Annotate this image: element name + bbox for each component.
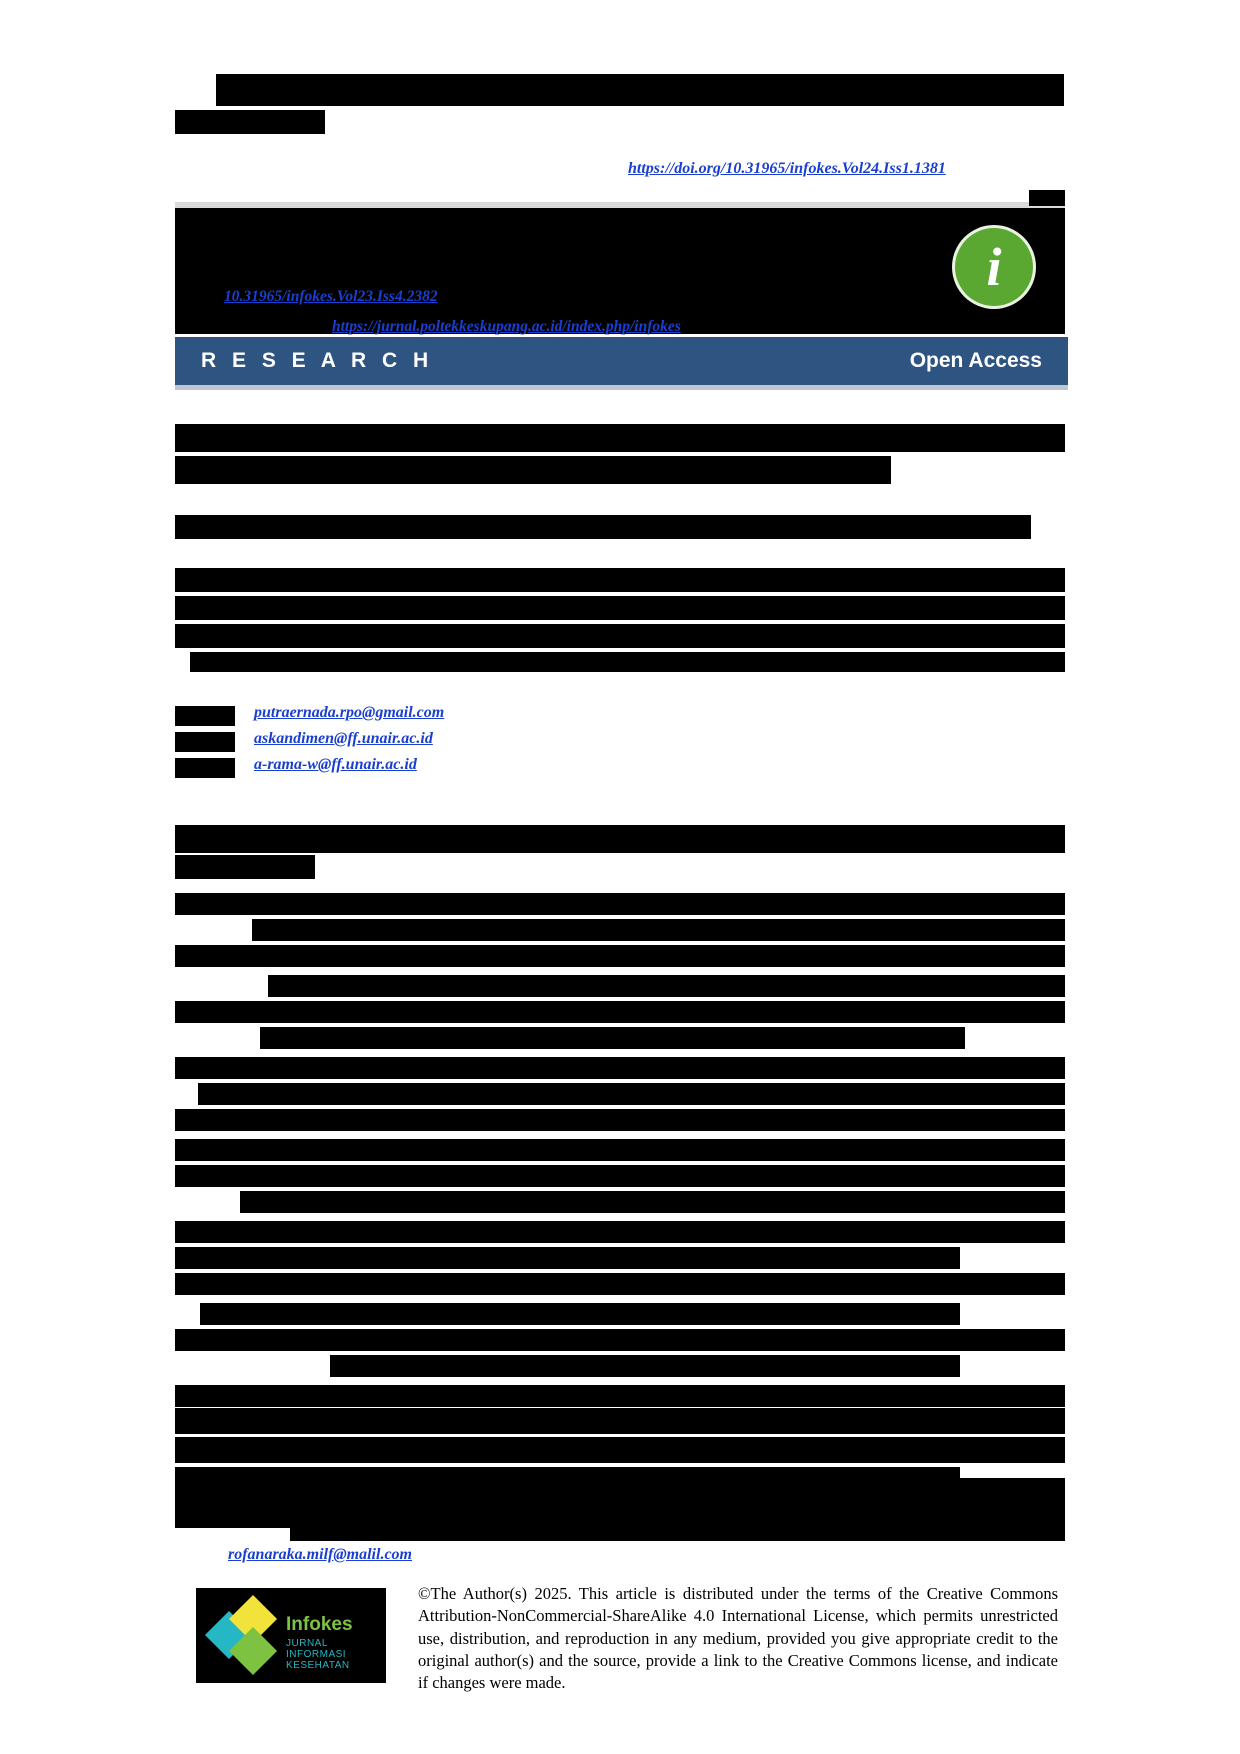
author-line-4 bbox=[190, 652, 1065, 672]
journal-masthead-strip bbox=[175, 208, 1065, 334]
article-subtitle-line bbox=[175, 515, 1031, 539]
logo-wordmark: Infokes bbox=[286, 1614, 353, 1635]
abstract-line bbox=[175, 893, 1065, 915]
doi-link-top[interactable]: https://doi.org/10.31965/infokes.Vol24.Iss1.1381 bbox=[628, 160, 946, 177]
abstract-line bbox=[175, 1247, 960, 1269]
abstract-line bbox=[200, 1303, 960, 1325]
license-text: ©The Author(s) 2025. This article is distributed under the terms of the Creative Commons Attribution-NonCommercial-ShareAlike 4.0 International License, which permits unrestricted use, distribution, and reproduction in any medium, provided you give appropriate credit to the original author(s) and the source, provide a link to the Creative Commons license, and indicate if changes were made. bbox=[418, 1584, 1058, 1693]
abstract-line bbox=[175, 1165, 1065, 1187]
abstract-line bbox=[175, 1139, 1065, 1161]
research-label: R E S E A R C H bbox=[201, 349, 434, 372]
doi-text-link[interactable]: 10.31965/infokes.Vol23.Iss4.2382 bbox=[224, 288, 438, 305]
abstract-line bbox=[175, 1109, 1065, 1131]
journal-logo bbox=[196, 1588, 386, 1683]
abstract-line bbox=[175, 1329, 1065, 1351]
author-line-2 bbox=[175, 596, 1065, 620]
abstract-line bbox=[198, 1083, 1065, 1105]
masthead-title-bar-2 bbox=[175, 110, 325, 134]
article-title-line-2 bbox=[175, 456, 891, 484]
footnote-line-1 bbox=[175, 1478, 1065, 1502]
author-email-2[interactable]: askandimen@ff.unair.ac.id bbox=[254, 730, 433, 747]
logo-mark-icon bbox=[210, 1602, 280, 1668]
issue-line-bar bbox=[1029, 190, 1065, 206]
open-access-label: Open Access bbox=[909, 349, 1042, 372]
info-glyph: i bbox=[986, 237, 1002, 297]
abstract-heading-line-2 bbox=[175, 855, 315, 879]
abstract-line bbox=[240, 1191, 1065, 1213]
author-line-3 bbox=[175, 624, 1065, 648]
journal-url-link[interactable]: https://jurnal.poltekkeskupang.ac.id/index.php/infokes bbox=[332, 318, 681, 335]
footnote-line-2 bbox=[175, 1506, 1065, 1528]
abstract-line bbox=[175, 1273, 1065, 1295]
info-circle-icon bbox=[955, 228, 1033, 306]
author-line-1 bbox=[175, 568, 1065, 592]
corresponding-email-link[interactable]: rofanaraka.milf@malil.com bbox=[228, 1546, 412, 1563]
abstract-heading-line-1 bbox=[175, 825, 1065, 853]
abstract-line bbox=[175, 1385, 1065, 1407]
keywords-line-1 bbox=[175, 1408, 1065, 1434]
research-open-access-band bbox=[175, 337, 1068, 385]
abstract-line bbox=[252, 919, 1065, 941]
abstract-line bbox=[330, 1355, 960, 1377]
band-shadow bbox=[175, 385, 1068, 390]
abstract-line bbox=[175, 1221, 1065, 1243]
affiliation-marker-3 bbox=[175, 758, 235, 778]
abstract-line bbox=[260, 1027, 965, 1049]
affiliation-marker-1 bbox=[175, 706, 235, 726]
keywords-line-2 bbox=[175, 1437, 1065, 1463]
abstract-line bbox=[175, 1001, 1065, 1023]
abstract-line bbox=[175, 945, 1065, 967]
article-title-line-1 bbox=[175, 424, 1065, 452]
affiliation-marker-2 bbox=[175, 732, 235, 752]
masthead-title-bar-1 bbox=[216, 74, 1064, 106]
author-email-3[interactable]: a-rama-w@ff.unair.ac.id bbox=[254, 756, 417, 773]
logo-subwordmark: JURNAL INFORMASI KESEHATAN bbox=[286, 1638, 350, 1671]
abstract-line bbox=[268, 975, 1065, 997]
abstract-line bbox=[175, 1057, 1065, 1079]
author-email-1[interactable]: putraernada.rpo@gmail.com bbox=[254, 704, 445, 721]
